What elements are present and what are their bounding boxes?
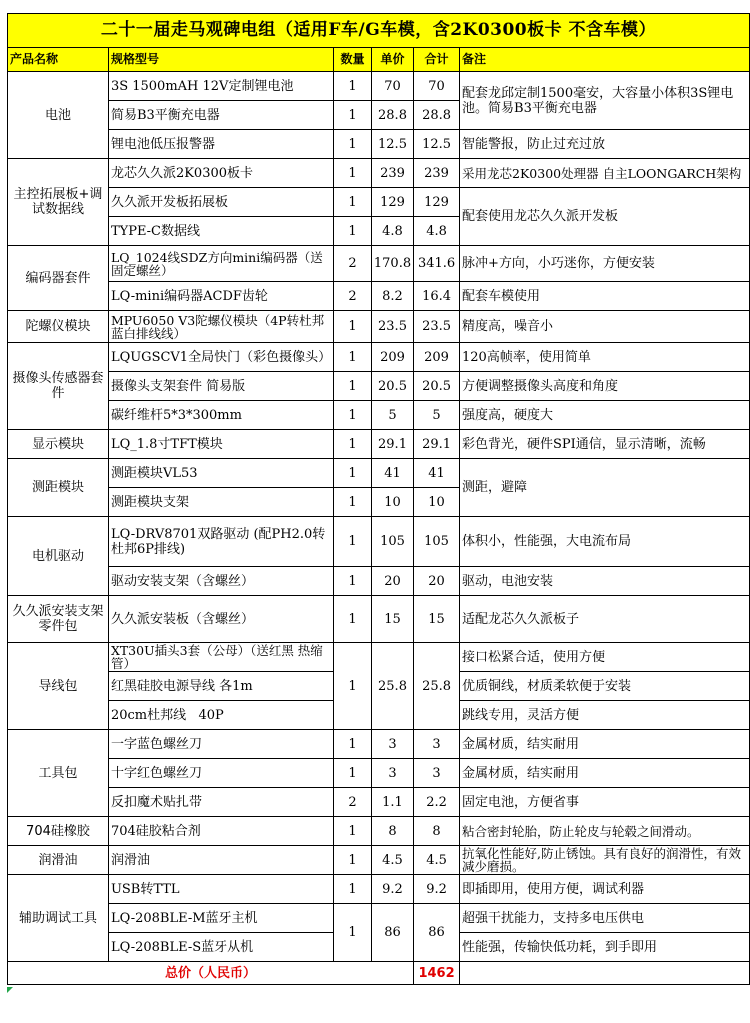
note-cell: 跳线专用，灵活方便 <box>460 701 750 730</box>
table-row <box>8 459 750 488</box>
spec-cell: TYPE-C数据线 <box>108 217 333 246</box>
price-cell: 5 <box>371 401 413 430</box>
note-ranging: 测距，避障 <box>460 459 750 517</box>
note-cell: 脉冲+方向，小巧迷你，方便安装 <box>460 246 750 282</box>
spec-cell: LQ-DRV8701双路驱动 (配PH2.0转杜邦6P排线) <box>108 517 333 567</box>
qty-cell: 1 <box>334 817 372 846</box>
table-row <box>8 343 750 372</box>
header-qty: 数量 <box>334 48 372 72</box>
qty-cell: 2 <box>334 282 372 311</box>
price-cell: 25.8 <box>371 643 413 730</box>
price-cell: 29.1 <box>371 430 413 459</box>
selection-corner-marker <box>7 987 13 993</box>
category-glue: 704硅橡胶 <box>8 817 109 846</box>
qty-cell: 1 <box>334 188 372 217</box>
header-spec: 规格型号 <box>108 48 333 72</box>
spec-cell: 摄像头支架套件 简易版 <box>108 372 333 401</box>
sum-cell: 8 <box>414 817 460 846</box>
note-cell: 120高帧率，使用简单 <box>460 343 750 372</box>
table-row <box>8 246 750 282</box>
table-row <box>8 596 750 643</box>
price-cell: 170.8 <box>371 246 413 282</box>
sum-cell: 2.2 <box>414 788 460 817</box>
table-row <box>8 875 750 904</box>
sum-cell: 3 <box>414 759 460 788</box>
category-ranging: 测距模块 <box>8 459 109 517</box>
total-label: 总价（人民币） <box>8 962 414 985</box>
qty-cell: 1 <box>334 759 372 788</box>
spec-cell: USB转TTL <box>108 875 333 904</box>
table-row <box>8 730 750 759</box>
sum-cell: 15 <box>414 596 460 643</box>
price-cell: 3 <box>371 730 413 759</box>
category-debug: 辅助调试工具 <box>8 875 109 962</box>
table-row <box>8 130 750 159</box>
note-cell: 性能强，传输快低功耗，到手即用 <box>460 933 750 962</box>
category-motor: 电机驱动 <box>8 517 109 596</box>
sum-cell: 23.5 <box>414 311 460 343</box>
price-cell: 10 <box>371 488 413 517</box>
table-row <box>8 188 750 217</box>
note-cell: 方便调整摄像头高度和角度 <box>460 372 750 401</box>
total-blank <box>460 962 750 985</box>
note-board: 配套使用龙芯久久派开发板 <box>460 188 750 246</box>
price-cell: 70 <box>371 72 413 101</box>
price-cell: 105 <box>371 517 413 567</box>
note-cell: 精度高，噪音小 <box>460 311 750 343</box>
price-cell: 28.8 <box>371 101 413 130</box>
sum-cell: 70 <box>414 72 460 101</box>
sum-cell: 105 <box>414 517 460 567</box>
sum-cell: 4.8 <box>414 217 460 246</box>
sum-cell: 239 <box>414 159 460 188</box>
header-sum: 合计 <box>414 48 460 72</box>
price-cell: 9.2 <box>371 875 413 904</box>
qty-cell: 1 <box>334 372 372 401</box>
spec-cell: XT30U插头3套（公母）（送红黑 热缩管） <box>108 643 333 672</box>
table-row <box>8 159 750 188</box>
qty-cell: 1 <box>334 730 372 759</box>
category-gyro: 陀螺仪模块 <box>8 311 109 343</box>
sum-cell: 9.2 <box>414 875 460 904</box>
price-cell: 1.1 <box>371 788 413 817</box>
spec-cell: 十字红色螺丝刀 <box>108 759 333 788</box>
table-row <box>8 401 750 430</box>
note-cell: 即插即用，使用方便，调试利器 <box>460 875 750 904</box>
sum-cell: 10 <box>414 488 460 517</box>
spec-cell: 驱动安装支架（含螺丝） <box>108 567 333 596</box>
category-oil: 润滑油 <box>8 846 109 875</box>
title-row <box>8 14 750 48</box>
sum-cell: 12.5 <box>414 130 460 159</box>
qty-cell: 1 <box>334 311 372 343</box>
qty-cell: 1 <box>334 643 372 730</box>
qty-cell: 1 <box>334 567 372 596</box>
price-cell: 3 <box>371 759 413 788</box>
sheet-title: 二十一届走马观碑电组（适用F车/G车模，含2K0300板卡 不含车模） <box>8 14 750 48</box>
header-note: 备注 <box>460 48 750 72</box>
category-camera: 摄像头传感器套件 <box>8 343 109 430</box>
category-encoder: 编码器套件 <box>8 246 109 311</box>
sum-cell: 86 <box>414 904 460 962</box>
spec-cell: LQ_1.8寸TFT模块 <box>108 430 333 459</box>
table-row <box>8 311 750 343</box>
spec-cell: 碳纤维杆5*3*300mm <box>108 401 333 430</box>
table-row <box>8 817 750 846</box>
sum-cell: 5 <box>414 401 460 430</box>
note-cell: 接口松紧合适，使用方便 <box>460 643 750 672</box>
table-row <box>8 643 750 672</box>
note-cell: 采用龙芯2K0300处理器 自主LOONGARCH架构 <box>460 159 750 188</box>
qty-cell: 1 <box>334 459 372 488</box>
spec-cell: 润滑油 <box>108 846 333 875</box>
note-battery: 配套龙邱定制1500毫安，大容量小体积3S锂电池。简易B3平衡充电器 <box>460 72 750 130</box>
price-cell: 12.5 <box>371 130 413 159</box>
sum-cell: 129 <box>414 188 460 217</box>
qty-cell: 1 <box>334 517 372 567</box>
spec-cell: 一字蓝色螺丝刀 <box>108 730 333 759</box>
spec-cell: 锂电池低压报警器 <box>108 130 333 159</box>
price-cell: 15 <box>371 596 413 643</box>
note-cell: 金属材质，结实耐用 <box>460 730 750 759</box>
sum-cell: 20.5 <box>414 372 460 401</box>
note-cell: 体积小，性能强，大电流布局 <box>460 517 750 567</box>
qty-cell: 1 <box>334 488 372 517</box>
sum-cell: 25.8 <box>414 643 460 730</box>
spec-cell: 3S 1500mAH 12V定制锂电池 <box>108 72 333 101</box>
price-cell: 209 <box>371 343 413 372</box>
qty-cell: 2 <box>334 246 372 282</box>
table-row <box>8 904 750 933</box>
spreadsheet <box>7 13 750 985</box>
table-row <box>8 846 750 875</box>
price-cell: 4.5 <box>371 846 413 875</box>
table-row <box>8 430 750 459</box>
sum-cell: 20 <box>414 567 460 596</box>
price-cell: 20.5 <box>371 372 413 401</box>
note-cell: 固定电池，方便省事 <box>460 788 750 817</box>
note-cell: 配套车模使用 <box>460 282 750 311</box>
qty-cell: 1 <box>334 159 372 188</box>
sum-cell: 3 <box>414 730 460 759</box>
note-cell: 粘合密封轮胎，防止轮皮与轮毂之间滑动。 <box>460 817 750 846</box>
price-cell: 20 <box>371 567 413 596</box>
header-row <box>8 48 750 72</box>
price-cell: 129 <box>371 188 413 217</box>
spec-cell: LQ-mini编码器ACDF齿轮 <box>108 282 333 311</box>
spec-cell: MPU6050 V3陀螺仪模块（4P转杜邦蓝白排线线） <box>108 311 333 343</box>
note-cell: 智能警报，防止过充过放 <box>460 130 750 159</box>
qty-cell: 1 <box>334 596 372 643</box>
header-name: 产品名称 <box>8 48 109 72</box>
header-price: 单价 <box>371 48 413 72</box>
category-battery: 电池 <box>8 72 109 159</box>
sum-cell: 41 <box>414 459 460 488</box>
sum-cell: 29.1 <box>414 430 460 459</box>
table-row <box>8 759 750 788</box>
qty-cell: 1 <box>334 101 372 130</box>
qty-cell: 1 <box>334 430 372 459</box>
price-cell: 4.8 <box>371 217 413 246</box>
qty-cell: 1 <box>334 217 372 246</box>
price-table <box>7 13 750 985</box>
price-cell: 239 <box>371 159 413 188</box>
table-row <box>8 567 750 596</box>
total-value: 1462 <box>414 962 460 985</box>
spec-cell: 704硅胶粘合剂 <box>108 817 333 846</box>
spec-cell: LQ-208BLE-S蓝牙从机 <box>108 933 333 962</box>
spec-cell: 红黑硅胶电源导线 各1m <box>108 672 333 701</box>
spec-cell: 20cm杜邦线 40P <box>108 701 333 730</box>
category-mount: 久久派安装支架零件包 <box>8 596 109 643</box>
qty-cell: 1 <box>334 130 372 159</box>
table-row <box>8 517 750 567</box>
total-row <box>8 962 750 985</box>
price-cell: 8.2 <box>371 282 413 311</box>
qty-cell: 1 <box>334 343 372 372</box>
table-row <box>8 372 750 401</box>
spec-cell: LQ-208BLE-M蓝牙主机 <box>108 904 333 933</box>
qty-cell: 1 <box>334 875 372 904</box>
sum-cell: 341.6 <box>414 246 460 282</box>
qty-cell: 1 <box>334 904 372 962</box>
note-cell: 优质铜线，材质柔软便于安装 <box>460 672 750 701</box>
sum-cell: 4.5 <box>414 846 460 875</box>
sum-cell: 28.8 <box>414 101 460 130</box>
note-cell: 超强干扰能力，支持多电压供电 <box>460 904 750 933</box>
price-cell: 41 <box>371 459 413 488</box>
note-cell: 抗氧化性能好,防止锈蚀。具有良好的润滑性，有效减少磨损。 <box>460 846 750 875</box>
note-cell: 适配龙芯久久派板子 <box>460 596 750 643</box>
spec-cell: 测距模块支架 <box>108 488 333 517</box>
note-cell: 驱动，电池安装 <box>460 567 750 596</box>
sum-cell: 209 <box>414 343 460 372</box>
note-cell: 金属材质，结实耐用 <box>460 759 750 788</box>
category-wires: 导线包 <box>8 643 109 730</box>
price-cell: 8 <box>371 817 413 846</box>
category-display: 显示模块 <box>8 430 109 459</box>
qty-cell: 1 <box>334 846 372 875</box>
category-board: 主控拓展板+调试数据线 <box>8 159 109 246</box>
spec-cell: 反扣魔术贴扎带 <box>108 788 333 817</box>
table-row <box>8 282 750 311</box>
spec-cell: 简易B3平衡充电器 <box>108 101 333 130</box>
qty-cell: 1 <box>334 72 372 101</box>
sum-cell: 16.4 <box>414 282 460 311</box>
table-row <box>8 788 750 817</box>
spec-cell: 龙芯久久派2K0300板卡 <box>108 159 333 188</box>
spec-cell: LQ_1024线SDZ方向mini编码器（送固定螺丝） <box>108 246 333 282</box>
qty-cell: 2 <box>334 788 372 817</box>
note-cell: 彩色背光，硬件SPI通信，显示清晰，流畅 <box>460 430 750 459</box>
qty-cell: 1 <box>334 401 372 430</box>
price-cell: 23.5 <box>371 311 413 343</box>
spec-cell: 久久派开发板拓展板 <box>108 188 333 217</box>
spec-cell: 测距模块VL53 <box>108 459 333 488</box>
category-tools: 工具包 <box>8 730 109 817</box>
table-row <box>8 72 750 101</box>
spec-cell: 久久派安装板（含螺丝） <box>108 596 333 643</box>
price-cell: 86 <box>371 904 413 962</box>
note-cell: 强度高，硬度大 <box>460 401 750 430</box>
spec-cell: LQUGSCV1全局快门（彩色摄像头） <box>108 343 333 372</box>
